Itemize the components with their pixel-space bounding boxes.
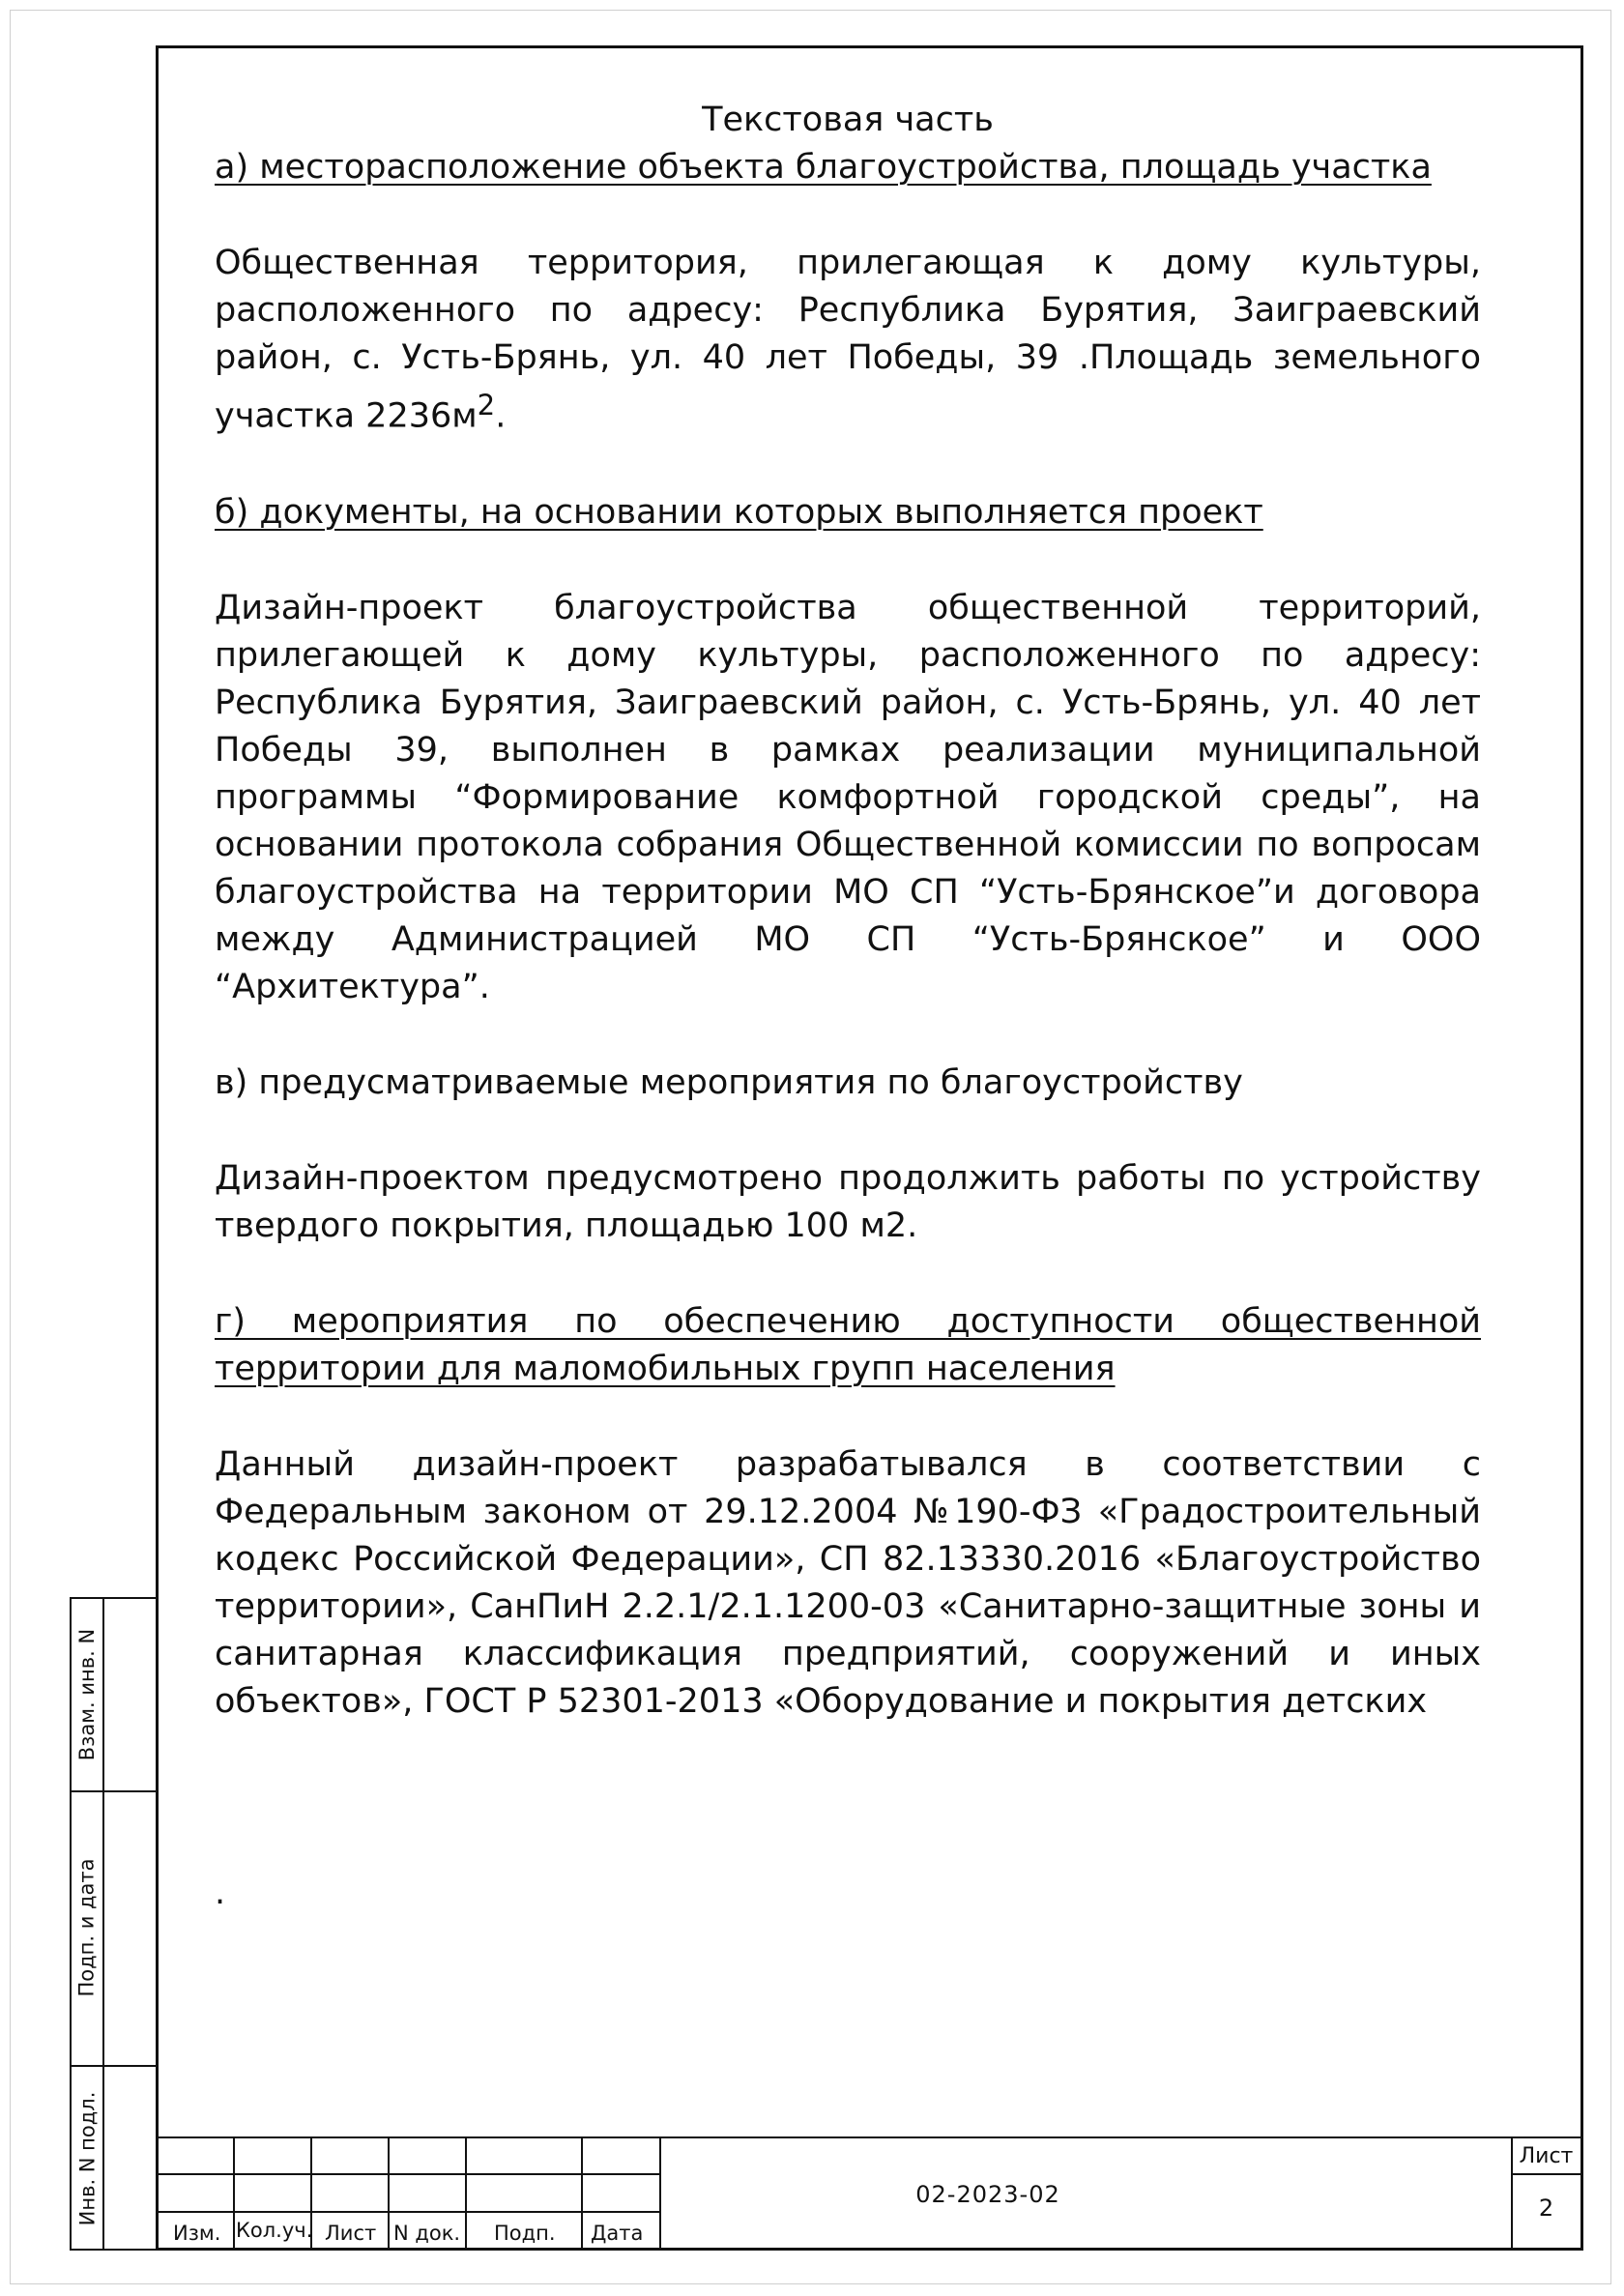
document-title: Текстовая часть [702, 101, 994, 139]
section-g-text: Данный дизайн-проект разрабатывался в соответствии с Федеральным законом от 29.12.2004 №190-ФЗ «Градостроительный кодекс Российской Федерации», СП 82.13330.2016 «Благоустройство территории», СанПиН 2.2.1/2.1.1200-03 «Санитарно-защитные зоны и санитарная классификация предприятий, сооружений и иных объектов», ГОСТ Р 52301-2013 «Оборудование и покрытия детских [215, 1444, 1481, 1721]
tb-data: Дата [591, 2222, 644, 2245]
tb-izm: Изм. [173, 2222, 221, 2245]
side-stamp-inv-podl: Инв. N подл. [75, 2091, 99, 2226]
section-a-heading: а) месторасположение объекта благоустройства, площадь участка [215, 148, 1432, 187]
tb-n-dok: N док. [393, 2222, 461, 2245]
section-b-text: Дизайн-проект благоустройства общественной территорий, прилегающей к дому культуры, расположенного по адресу: Республика Бурятия, Заиграевский район, с. Усть-Брянь, ул. 40 лет Победы 39, выполнен в рамках реализации муниципальной программы “Формирование комфортной городской среды”, на основании протокола собрания Общественной комиссии по вопросам благоустройства на территории МО СП “Усть-Брянское”и договора между Администрацией МО СП “Усть-Брянское” и ООО “Архитектура”. [215, 588, 1481, 1006]
section-b-heading: б) документы, на основании которых выполняется проект [215, 492, 1263, 532]
side-stamp-vzam-inv: Взам. инв. N [75, 1628, 100, 1761]
section-v-heading: в) предусматриваемые мероприятия по благоустройству [215, 1062, 1243, 1102]
sheet-label: Лист [1519, 2144, 1574, 2168]
section-v-text: Дизайн-проектом предусмотрено продолжить работы по устройству твердого покрытия, площадью 100 м2. [215, 1158, 1481, 1245]
title-block [156, 2136, 1583, 2251]
text-content [215, 97, 1481, 1726]
section-g-heading: г) мероприятия по обеспечению доступности общественной территории для маломобильных групп населения [215, 1301, 1481, 1388]
section-a-text: Общественная территория, прилегающая к дому культуры, расположенного по адресу: Республика Бурятия, Заиграевский район, с. Усть-Брянь, ул. 40 лет Победы, 39 .Площадь земельного участка $2236м^2$. [215, 244, 1481, 436]
trailing-dot: . [215, 1874, 226, 1912]
tb-kol-uch: Кол.уч. [236, 2219, 313, 2242]
tb-list: Лист [325, 2222, 377, 2245]
sheet-number: 2 [1538, 2194, 1554, 2222]
document-code: 02-2023-02 [915, 2181, 1060, 2208]
tb-podp: Подп. [494, 2222, 556, 2245]
side-stamp-podp-data: Подп. и дата [75, 1858, 99, 1997]
side-stamp [70, 1597, 156, 2251]
